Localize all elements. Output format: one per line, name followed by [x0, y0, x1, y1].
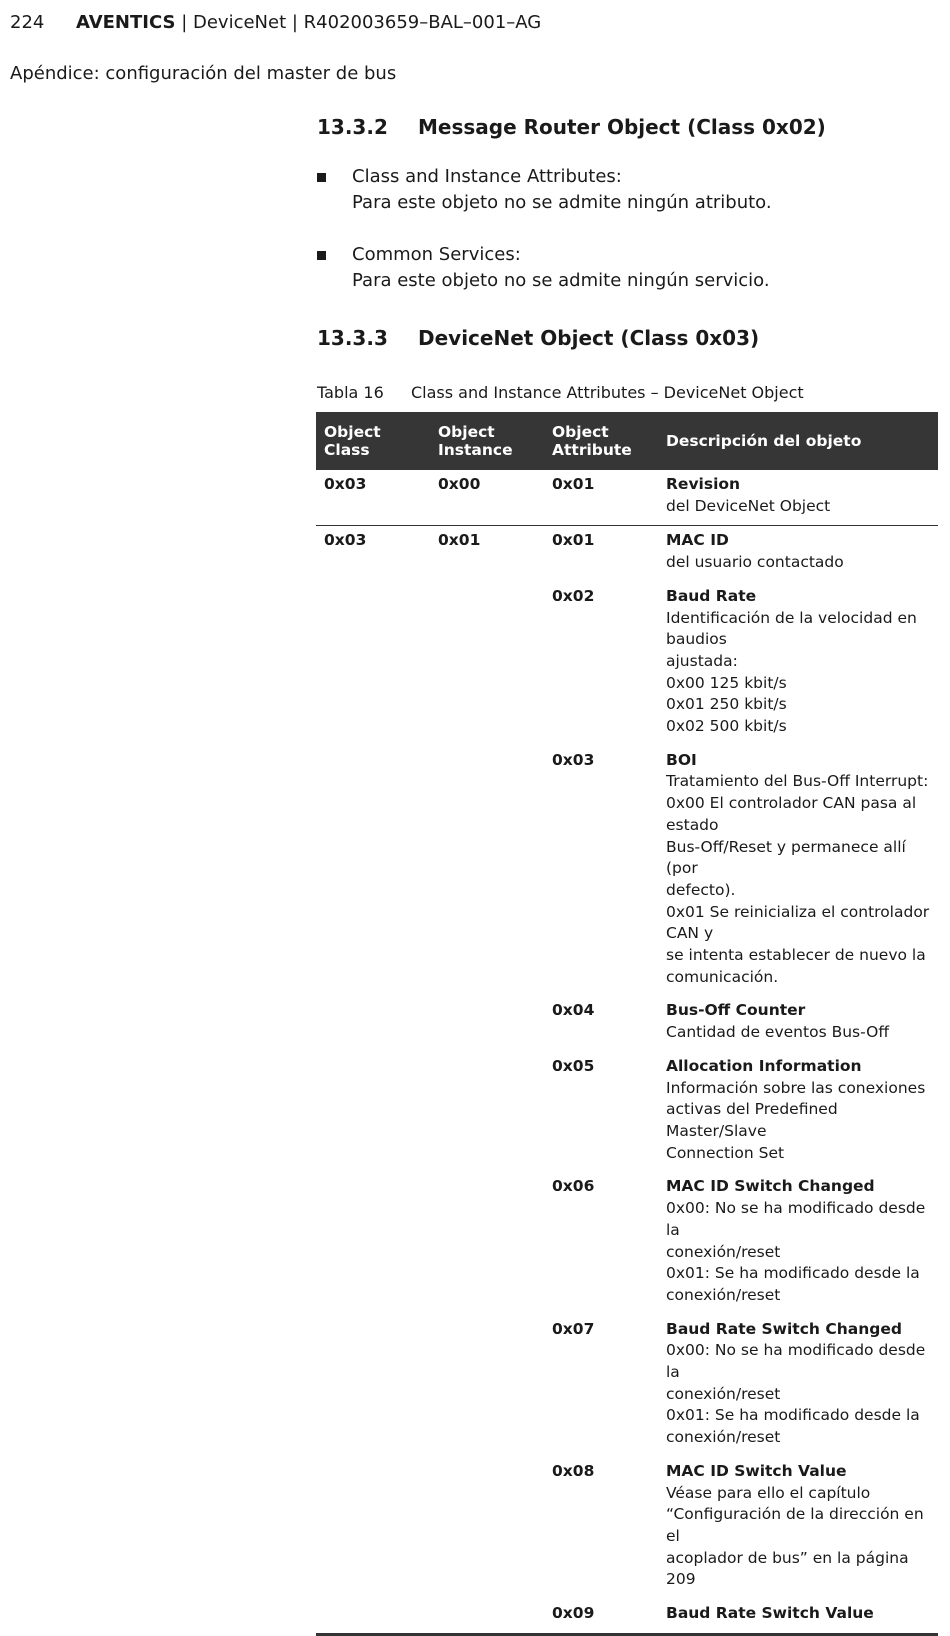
attribute-description-line: Véase para ello el capítulo: [666, 1483, 871, 1502]
object-instance-cell: [430, 746, 544, 997]
object-attribute-cell: 0x07: [552, 1319, 595, 1338]
attribute-description-line: conexión/reset: [666, 1242, 781, 1261]
attribute-name: Bus-Off Counter: [666, 1001, 806, 1020]
attribute-description-line: 0x00 El controlador CAN pasa al estado: [666, 794, 917, 834]
object-class-cell: 0x03: [324, 475, 367, 493]
attribute-description-line: 0x00: No se ha modificado desde la: [666, 1199, 926, 1239]
attribute-description-line: acoplador de bus” en la página 209: [666, 1548, 909, 1589]
table-header-row: [316, 412, 938, 470]
object-class-cell: [316, 1457, 430, 1599]
table-row: [316, 1457, 938, 1599]
section-number: 13.3.3: [317, 326, 388, 350]
table-row: [316, 470, 938, 526]
table-caption: [317, 383, 804, 403]
page-number: 224: [10, 12, 45, 33]
object-attribute-cell: 0x04: [552, 1001, 595, 1020]
description-cell: [658, 470, 938, 526]
object-instance-cell: 0x01: [430, 526, 544, 582]
table-caption-title: Class and Instance Attributes – DeviceNet Object: [411, 383, 804, 402]
attribute-description-line: 0x01 250 kbit/s: [666, 695, 787, 714]
attribute-name: MAC ID: [666, 531, 729, 550]
header-object-class: Object Class: [316, 412, 430, 470]
attribute-description-line: conexión/reset: [666, 1384, 781, 1403]
document-reference: | DeviceNet | R402003659–BAL–001–AG: [175, 12, 542, 33]
object-attribute-cell: 0x05: [552, 1056, 595, 1075]
object-class-cell: [316, 1315, 430, 1457]
bullet-text: Para este objeto no se admite ningún atributo.: [352, 192, 772, 213]
object-attribute-cell: 0x01: [544, 526, 658, 582]
attribute-description-line: Identificación de la velocidad en baudios: [666, 608, 917, 649]
section-title: Message Router Object (Class 0x02): [418, 115, 826, 139]
attribute-name: Baud Rate: [666, 586, 757, 605]
object-class-cell: [316, 1052, 430, 1173]
attribute-name: Revision: [666, 475, 741, 493]
attribute-description-line: 0x02 500 kbit/s: [666, 717, 787, 736]
description-cell: [658, 582, 938, 746]
object-class-cell: [316, 1172, 430, 1314]
attribute-name: Allocation Information: [666, 1056, 862, 1075]
table-row: [316, 996, 938, 1051]
table-row: [316, 1172, 938, 1314]
object-class-cell: [316, 1599, 430, 1634]
section-title: DeviceNet Object (Class 0x03): [418, 326, 760, 350]
attribute-description-line: comunicación.: [666, 967, 779, 986]
object-instance-cell: [430, 1599, 544, 1634]
object-attribute-cell: 0x06: [552, 1177, 595, 1196]
attribute-description-line: Connection Set: [666, 1143, 785, 1162]
object-class-cell: [316, 996, 430, 1051]
bullet-heading: Class and Instance Attributes:: [352, 166, 622, 187]
table-row: [316, 1052, 938, 1173]
bullet-heading: Common Services:: [352, 244, 521, 265]
object-attribute-cell: 0x08: [552, 1461, 595, 1480]
object-class-cell: [316, 746, 430, 997]
section-number: 13.3.2: [317, 115, 388, 139]
bullet-text: Para este objeto no se admite ningún servicio.: [352, 270, 770, 291]
attributes-table: [316, 412, 938, 1636]
object-instance-cell: [430, 1052, 544, 1173]
attribute-description-line: 0x01: Se ha modificado desde la: [666, 1264, 920, 1283]
object-instance-cell: [430, 1315, 544, 1457]
description-cell: [658, 1052, 938, 1173]
object-attribute-cell: 0x03: [552, 750, 595, 769]
table-row: [316, 746, 938, 997]
description-cell: [658, 746, 938, 997]
object-instance-cell: [430, 582, 544, 746]
attribute-description-line: defecto).: [666, 880, 736, 899]
attribute-name: BOI: [666, 750, 697, 769]
section-heading-devicenet-object: [317, 326, 759, 350]
table-body: [316, 470, 938, 1634]
chapter-title: Apéndice: configuración del master de bus: [10, 63, 397, 84]
object-instance-cell: [430, 996, 544, 1051]
attribute-description-line: ajustada:: [666, 651, 738, 670]
attribute-description-line: conexión/reset: [666, 1285, 781, 1304]
description-cell: [658, 1315, 938, 1457]
attribute-description-line: activas del Predefined Master/Slave: [666, 1100, 838, 1140]
object-instance-cell: [430, 1172, 544, 1314]
header-object-instance: Object Instance: [430, 412, 544, 470]
attribute-description-line: del usuario contactado: [666, 553, 844, 572]
header-description: Descripción del objeto: [658, 412, 938, 470]
attribute-name: MAC ID Switch Changed: [666, 1177, 875, 1196]
table-caption-label: Tabla 16: [317, 383, 384, 402]
object-class-cell: 0x03: [316, 526, 430, 582]
attribute-description-line: Información sobre las conexiones: [666, 1078, 926, 1097]
object-attribute-cell: 0x09: [552, 1604, 595, 1623]
table-row: [316, 526, 938, 582]
table-row: [316, 1315, 938, 1457]
bullet-square-icon: [317, 173, 326, 182]
attribute-name: MAC ID Switch Value: [666, 1461, 847, 1480]
brand-name: AVENTICS: [76, 12, 176, 33]
bullet-square-icon: [317, 251, 326, 260]
table-row: [316, 1599, 938, 1634]
section-heading-message-router: [317, 115, 826, 139]
object-attribute-cell: 0x02: [552, 586, 595, 605]
object-attribute-cell: 0x01: [552, 475, 595, 493]
attribute-name: Baud Rate Switch Changed: [666, 1319, 902, 1338]
attribute-description-line: 0x01: Se ha modificado desde la: [666, 1406, 920, 1425]
attribute-description-line: Cantidad de eventos Bus-Off: [666, 1023, 890, 1042]
attribute-description-line: 0x00 125 kbit/s: [666, 673, 787, 692]
attribute-description-line: 0x01 Se reinicializa el controlador CAN y: [666, 902, 930, 943]
attribute-description-line: del DeviceNet Object: [666, 496, 831, 515]
attribute-description-line: 0x00: No se ha modificado desde la: [666, 1341, 926, 1382]
page-header: [10, 12, 541, 34]
description-cell: [658, 1599, 938, 1634]
attribute-description-line: se intenta establecer de nuevo la: [666, 946, 926, 965]
header-object-attribute: Object Attribute: [544, 412, 658, 470]
table-row: [316, 582, 938, 746]
attribute-description-line: “Configuración de la dirección en el: [666, 1505, 924, 1545]
description-cell: [658, 526, 938, 582]
object-instance-cell: [430, 1457, 544, 1599]
attribute-description-line: Bus-Off/Reset y permanece allí (por: [666, 837, 906, 878]
attribute-name: Baud Rate Switch Value: [666, 1604, 874, 1623]
description-cell: [658, 996, 938, 1051]
attribute-description-line: conexión/reset: [666, 1428, 781, 1447]
object-class-cell: [316, 582, 430, 746]
description-cell: [658, 1457, 938, 1599]
attribute-description-line: Tratamiento del Bus-Off Interrupt:: [666, 772, 929, 791]
description-cell: [658, 1172, 938, 1314]
object-instance-cell: 0x00: [438, 475, 481, 493]
